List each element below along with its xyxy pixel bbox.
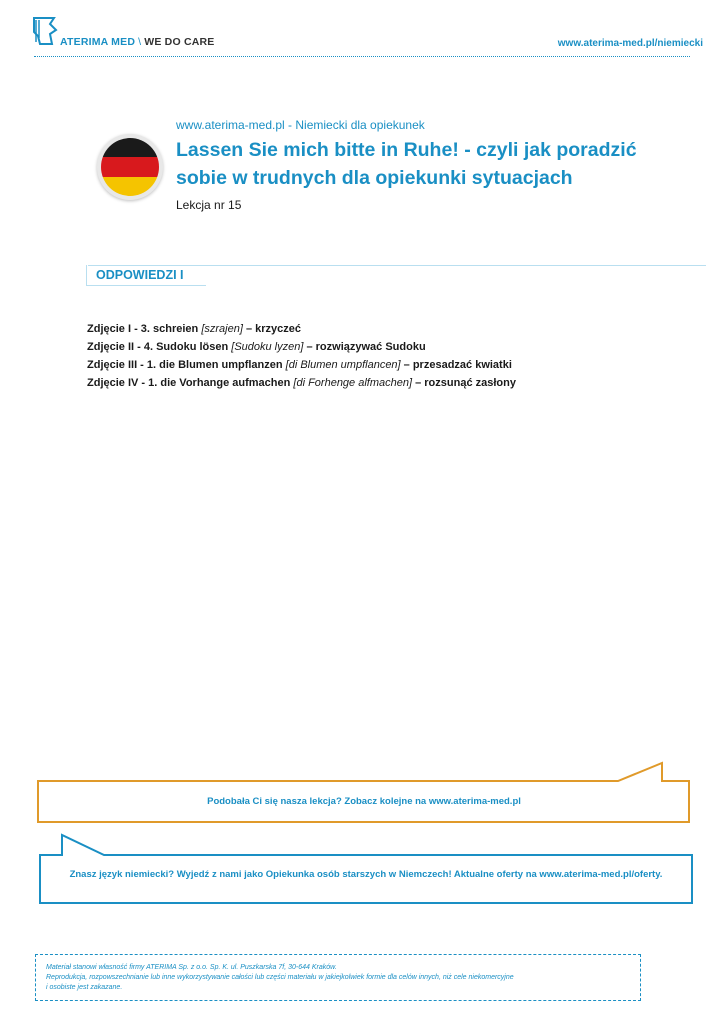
answer-lead: Zdjęcie IV - 1. die Vorhange aufmachen [87,377,294,389]
footer-notice [46,963,626,993]
promo-lessons-link[interactable]: Podobała Ci się nasza lekcja? Zobacz kolejne na www.aterima-med.pl [207,796,521,807]
answer-translation: – krzyczeć [242,323,302,335]
lesson-number: Lekcja nr 15 [176,198,242,212]
header-url-link[interactable]: www.aterima-med.pl/niemiecki [557,38,703,49]
footer-line: i osobiste jest zakazane. [46,984,123,991]
speech-bubble-orange [38,763,689,822]
footer-line: Materiał stanowi własność firmy ATERIMA Sp. z o.o. Sp. K. ul. Puszkarska 7f, 30-644 Kraków. [46,964,337,971]
answer-translation: – rozwiązywać Sudoku [303,341,426,353]
answer-pronunciation: [di Blumen umpflancen] [285,359,401,371]
lesson-title: Lassen Sie mich bitte in Ruhe! - czyli jak poradzić sobie w trudnych dla opiekunki sytuacjach [176,139,637,189]
answer-lead: Zdjęcie I - 3. schreien [87,323,202,335]
brand-tagline: WE DO CARE [144,36,215,48]
section-title: ODPOWIEDZI I [96,268,184,282]
brand-separator: \ [138,36,142,48]
answer-translation: – przesadzać kwiatki [400,359,512,371]
answer-pronunciation: [di Forhenge alfmachen] [293,377,413,389]
answer-lead: Zdjęcie II - 4. Sudoku lösen [87,341,232,353]
brand-label: ATERIMA MED [60,36,136,48]
footer-line: Reprodukcja, rozpowszechnianie lub inne wykorzystywanie całości lub części materiału w jakiejkolwiek formie dla celów innych, niż cele niekomercyjne [46,974,514,981]
lesson-site-link[interactable]: www.aterima-med.pl - Niemiecki dla opiekunek [176,118,425,132]
answer-pronunciation: [szrajen] [201,323,243,335]
answer-pronunciation: [Sudoku lyzen] [231,341,304,353]
promo-offers-link[interactable]: Znasz język niemiecki? Wyjedź z nami jako Opiekunka osób starszych w Niemczech! Aktualne oferty na www.aterima-med.pl/oferty. [69,869,663,880]
answer-translation: – rozsunąć zasłony [412,377,516,389]
answer-lead: Zdjęcie III - 1. die Blumen umpflanzen [87,359,286,371]
